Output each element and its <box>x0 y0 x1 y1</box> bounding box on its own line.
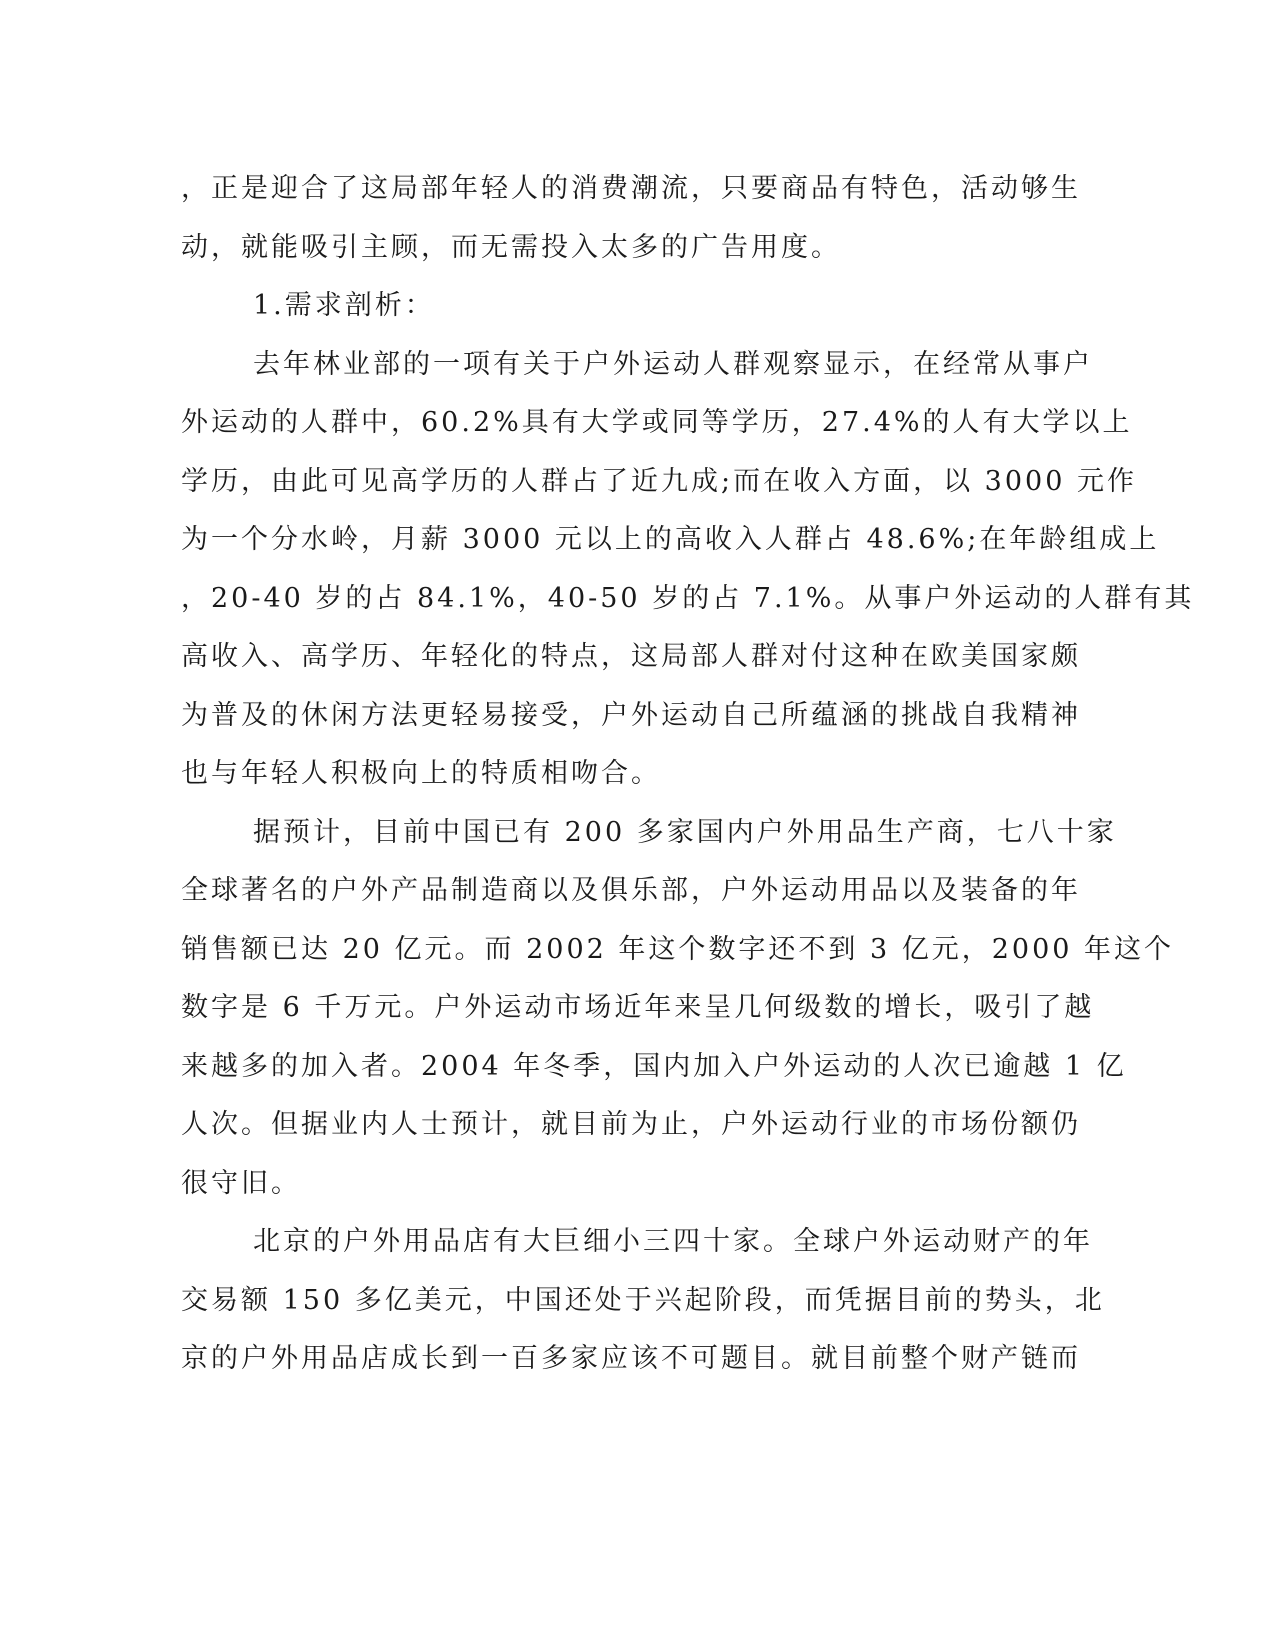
section-heading: 1.需求剖析： <box>253 290 435 321</box>
text-line: 销售额已达 20 亿元。而 2002 年这个数字还不到 3 亿元，2000 年这个 <box>181 933 1175 965</box>
text-line: 来越多的加入者。2004 年冬季，国内加入户外运动的人次已逾越 1 亿 <box>181 1050 1127 1082</box>
text-line: 据预计，目前中国已有 200 多家国内户外用品生产商，七八十家 <box>253 816 1117 848</box>
text-line: 也与年轻人积极向上的特质相吻合。 <box>181 758 661 789</box>
text-line: 高收入、高学历、年轻化的特点，这局部人群对付这种在欧美国家颇 <box>181 641 1081 672</box>
text-line: 学历，由此可见高学历的人群占了近九成;而在收入方面，以 3000 元作 <box>181 465 1137 497</box>
text-line: 京的户外用品店成长到一百多家应该不可题目。就目前整个财产链而 <box>181 1343 1081 1374</box>
text-line: 动，就能吸引主顾，而无需投入太多的广告用度。 <box>181 231 841 263</box>
text-line: 外运动的人群中，60.2%具有大学或同等学历，27.4%的人有大学以上 <box>181 407 1133 438</box>
text-line: 很守旧。 <box>181 1167 301 1199</box>
text-line: 人次。但据业内人士预计，就目前为止，户外运动行业的市场份额仍 <box>181 1109 1081 1140</box>
document-body <box>181 160 1195 1389</box>
text-line: 北京的户外用品店有大巨细小三四十家。全球户外运动财产的年 <box>253 1226 1093 1257</box>
text-line: ，正是迎合了这局部年轻人的消费潮流，只要商品有特色，活动够生 <box>181 173 1081 204</box>
text-line: 数字是 6 千万元。户外运动市场近年来呈几何级数的增长，吸引了越 <box>181 992 1095 1023</box>
text-line: 去年林业部的一项有关于户外运动人群观察显示，在经常从事户 <box>253 348 1093 380</box>
text-line: 全球著名的户外产品制造商以及俱乐部，户外运动用品以及装备的年 <box>181 875 1081 906</box>
text-line: 交易额 150 多亿美元，中国还处于兴起阶段，而凭据目前的势头，北 <box>181 1284 1105 1316</box>
text-line: 为普及的休闲方法更轻易接受，户外运动自己所蕴涵的挑战自我精神 <box>181 699 1081 731</box>
text-line: 为一个分水岭，月薪 3000 元以上的高收入人群占 48.6%;在年龄组成上 <box>181 524 1160 555</box>
text-line: ，20-40 岁的占 84.1%，40-50 岁的占 7.1%。从事户外运动的人群有其 <box>181 582 1195 614</box>
